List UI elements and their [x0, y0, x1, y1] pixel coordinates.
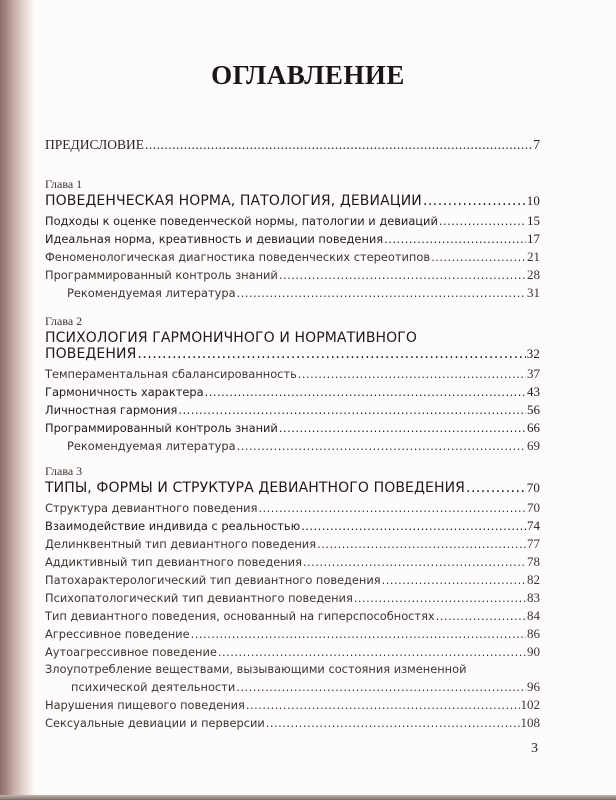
toc-entry[interactable]: Аддиктивный тип девиантного поведения ..... 78 — [45, 553, 540, 571]
leader-dots — [145, 137, 532, 153]
binding-shadow — [0, 0, 34, 800]
toc-chapter-2 — [45, 314, 540, 455]
toc-page: 7 — [533, 137, 540, 152]
toc-label: ПРЕДИСЛОВИЕ — [45, 137, 145, 152]
page-edge-shadow — [0, 795, 616, 800]
toc-entry[interactable]: Гармоничность характера ..... 43 — [45, 383, 540, 401]
page-title: ОГЛАВЛЕНИЕ — [211, 60, 405, 90]
toc-entry[interactable]: Аутоагрессивное поведение ..... 90 — [45, 643, 540, 661]
toc-entry[interactable]: Рекомендуемая литература ..... 69 — [45, 437, 540, 455]
chapter-label: Глава 3 — [45, 464, 83, 478]
toc-preface[interactable] — [45, 137, 540, 153]
page-number: 3 — [531, 741, 538, 756]
chapter-title[interactable]: ПОВЕДЕНЧЕСКАЯ НОРМА, ПАТОЛОГИЯ, ДЕВИАЦИИ ..... 10 — [45, 193, 540, 209]
chapter-title-line1[interactable]: ПСИХОЛОГИЯ ГАРМОНИЧНОГО И НОРМАТИВНОГО — [45, 330, 418, 346]
toc-entry[interactable]: психической деятельности ..... 96 — [45, 678, 540, 696]
toc-entry[interactable]: Нарушения пищевого поведения ..... 102 — [45, 696, 540, 714]
toc-entry[interactable]: Идеальная норма, креативность и девиации поведения ..... 17 — [45, 230, 540, 248]
leader-dots — [466, 480, 526, 496]
toc-entry[interactable]: Агрессивное поведение ..... 86 — [45, 625, 540, 643]
toc-entry[interactable]: Программированный контроль знаний ..... 66 — [45, 419, 540, 437]
toc-entry[interactable]: Личностная гармония ..... 56 — [45, 401, 540, 419]
toc-entry[interactable]: Рекомендуемая литература ..... 31 — [45, 284, 540, 302]
toc-entry[interactable]: Феноменологическая диагностика поведенческих стереотипов ..... 21 — [45, 248, 540, 266]
leader-dots — [137, 346, 525, 362]
toc-entry-line1[interactable]: Злоупотребление веществами, вызывающими состояния измененной — [45, 662, 467, 676]
toc-entry[interactable]: Сексуальные девиации и перверсии ..... 108 — [45, 714, 540, 732]
toc-entry[interactable]: Патохарактерологический тип девиантного поведения ..... 82 — [45, 571, 540, 589]
chapter-title[interactable]: ПОВЕДЕНИЯ ..... 32 — [45, 346, 540, 362]
chapter-label: Глава 1 — [45, 177, 83, 191]
chapter-label: Глава 2 — [45, 314, 83, 328]
toc-entry[interactable]: Программированный контроль знаний ..... 28 — [45, 266, 540, 284]
toc-entry[interactable]: Структура девиантного поведения ..... 70 — [45, 499, 540, 517]
toc-chapter-3 — [45, 464, 540, 732]
leader-dots — [423, 193, 526, 209]
toc-entry[interactable]: Темпераментальная сбалансированность ..... 37 — [45, 365, 540, 383]
chapter-title[interactable]: ТИПЫ, ФОРМЫ И СТРУКТУРА ДЕВИАНТНОГО ПОВЕДЕНИЯ ..... 70 — [45, 480, 540, 496]
toc-entry[interactable]: Взаимодействие индивида с реальностью ..... 74 — [45, 517, 540, 535]
toc-entry[interactable]: Делинквентный тип девиантного поведения ..... 77 — [45, 535, 540, 553]
toc-entry[interactable]: Подходы к оценке поведенческой нормы, патологии и девиаций ..... 15 — [45, 212, 540, 230]
toc-entry[interactable]: Психопатологический тип девиантного поведения ..... 83 — [45, 589, 540, 607]
toc-chapter-1 — [45, 177, 540, 302]
toc-entry[interactable]: Тип девиантного поведения, основанный на гиперспособностях ..... 84 — [45, 607, 540, 625]
